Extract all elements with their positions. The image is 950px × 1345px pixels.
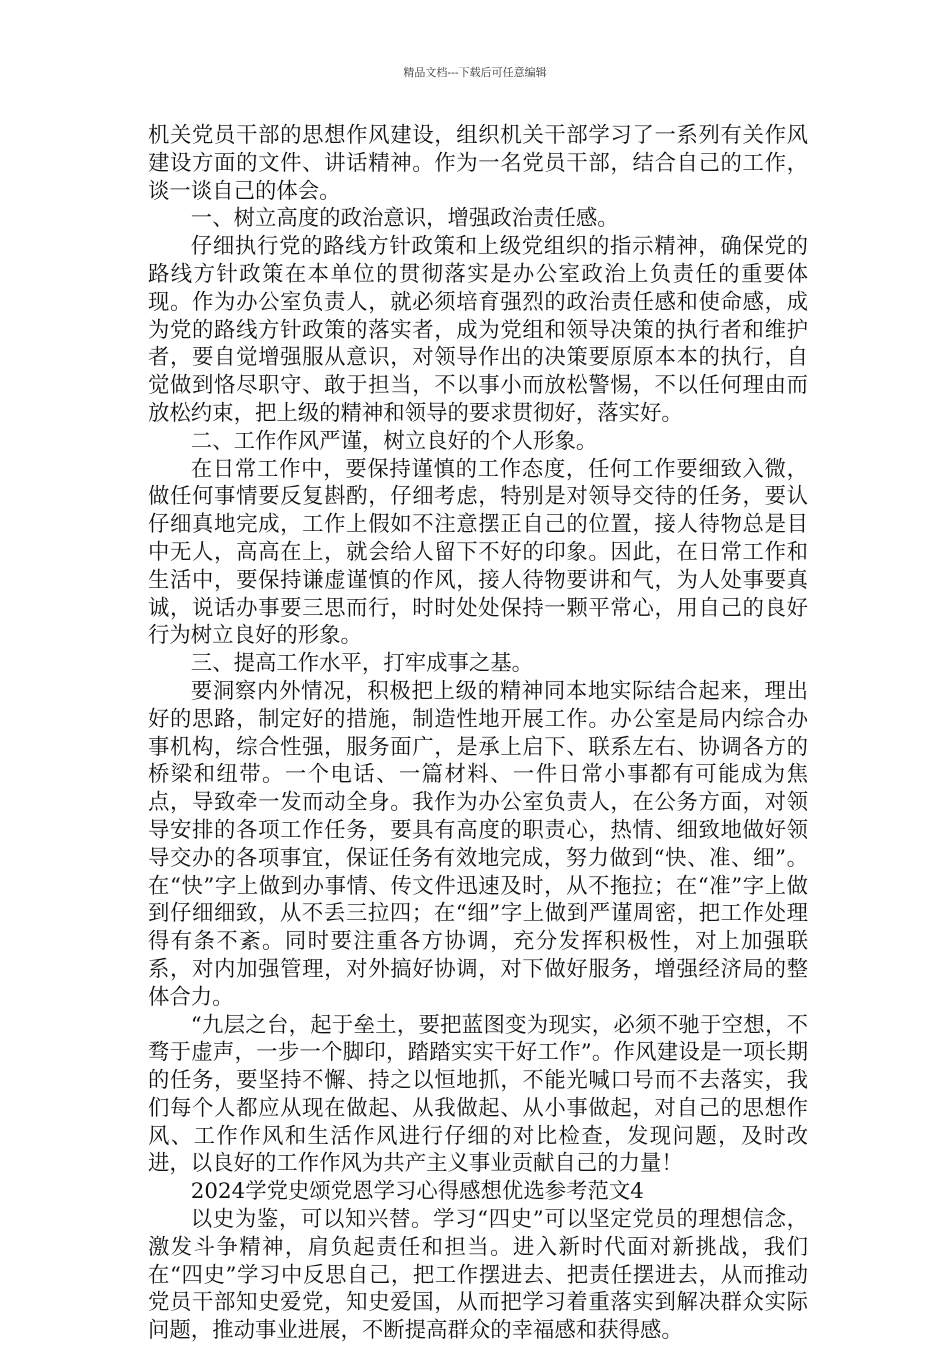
paragraph: 仔细执行党的路线方针政策和上级党组织的指示精神，确保党的路线方针政策在本单位的贯彻落实是办公室政治上负责任的重要体现。作为办公室负责人，就必须培育强烈的政治责任感和使命感，成为党的路线方针政策的落实者，成为党组和领导决策的执行者和维护者，要自觉增强服从意识，对领导作出的决策要原原本本的执行，自觉做到恪尽职守、敢于担当，不以事小而放松警惕，不以任何理由而放松约束，把上级的精神和领导的要求贯彻好，落实好。 (148, 234, 808, 426)
paragraph: 以史为鉴，可以知兴替。学习“四史”可以坚定党员的理想信念，激发斗争精神，肩负起责任和担当。进入新时代面对新挑战，我们在“四史”学习中反思自己，把工作摆进去、把责任摆进去，从而推动党员干部知史爱党，知史爱国，从而把学习着重落实到解决群众实际问题，推动事业进展，不断提高群众的幸福感和获得感。 (148, 1207, 808, 1344)
paragraph: 要洞察内外情况，积极把上级的精神同本地实际结合起来，理出好的思路，制定好的措施，制造性地开展工作。办公室是局内综合办事机构，综合性强，服务面广，是承上启下、联系左右、协调各方的桥梁和纽带。一个电话、一篇材料、一件日常小事都有可能成为焦点，导致牵一发而动全身。我作为办公室负责人，在公务方面，对领导安排的各项工作任务，要具有高度的职责心，热情、细致地做好领导交办的各项事宜，保证任务有效地完成，努力做到“快、准、细”。在“快”字上做到办事情、传文件迅速及时，从不拖拉；在“准”字上做到仔细细致，从不丢三拉四；在“细”字上做到严谨周密，把工作处理得有条不紊。同时要注重各方协调，充分发挥积极性，对上加强联系，对内加强管理，对外搞好协调，对下做好服务，增强经济局的整体合力。 (148, 678, 808, 1010)
article-title: 2024学党史颂党恩学习心得感想优选参考范文4 (190, 1179, 644, 1205)
paragraph: 在日常工作中，要保持谨慎的工作态度，任何工作要细致入微，做任何事情要反复斟酌，仔细考虑，特别是对领导交待的任务，要认仔细真地完成，工作上假如不注意摆正自己的位置，接人待物总是目中无人，高高在上，就会给人留下不好的印象。因此，在日常工作和生活中，要保持谦虚谨慎的作风，接人待物要讲和气，为人处事要真诚，说话办事要三思而行，时时处处保持一颗平常心，用自己的良好行为树立良好的形象。 (148, 456, 808, 649)
document-body (148, 122, 808, 1345)
paragraph: “九层之台，起于垒土，要把蓝图变为现实，必须不驰于空想，不骛于虚声，一步一个脚印，踏踏实实干好工作”。作风建设是一项长期的任务，要坚持不懈、持之以恒地抓，不能光喊口号而不去落实，我们每个人都应从现在做起、从我做起、从小事做起，对自己的思想作风、工作作风和生活作风进行仔细的对比检查，发现问题，及时改进，以良好的工作作风为共产主义事业贡献自己的力量！ (148, 1012, 808, 1177)
section-heading-3: 三、提高工作水平，打牢成事之基。 (190, 651, 534, 677)
paragraph-continuation: 机关党员干部的思想作风建设，组织机关干部学习了一系列有关作风建设方面的文件、讲话精神。作为一名党员干部，结合自己的工作，谈一谈自己的体会。 (148, 123, 808, 204)
page-header: 精品文档---下载后可任意编辑 (403, 66, 547, 79)
section-heading-1: 一、树立高度的政治意识，增强政治责任感。 (190, 206, 619, 232)
section-heading-2: 二、工作作风严谨，树立良好的个人形象。 (190, 428, 598, 454)
